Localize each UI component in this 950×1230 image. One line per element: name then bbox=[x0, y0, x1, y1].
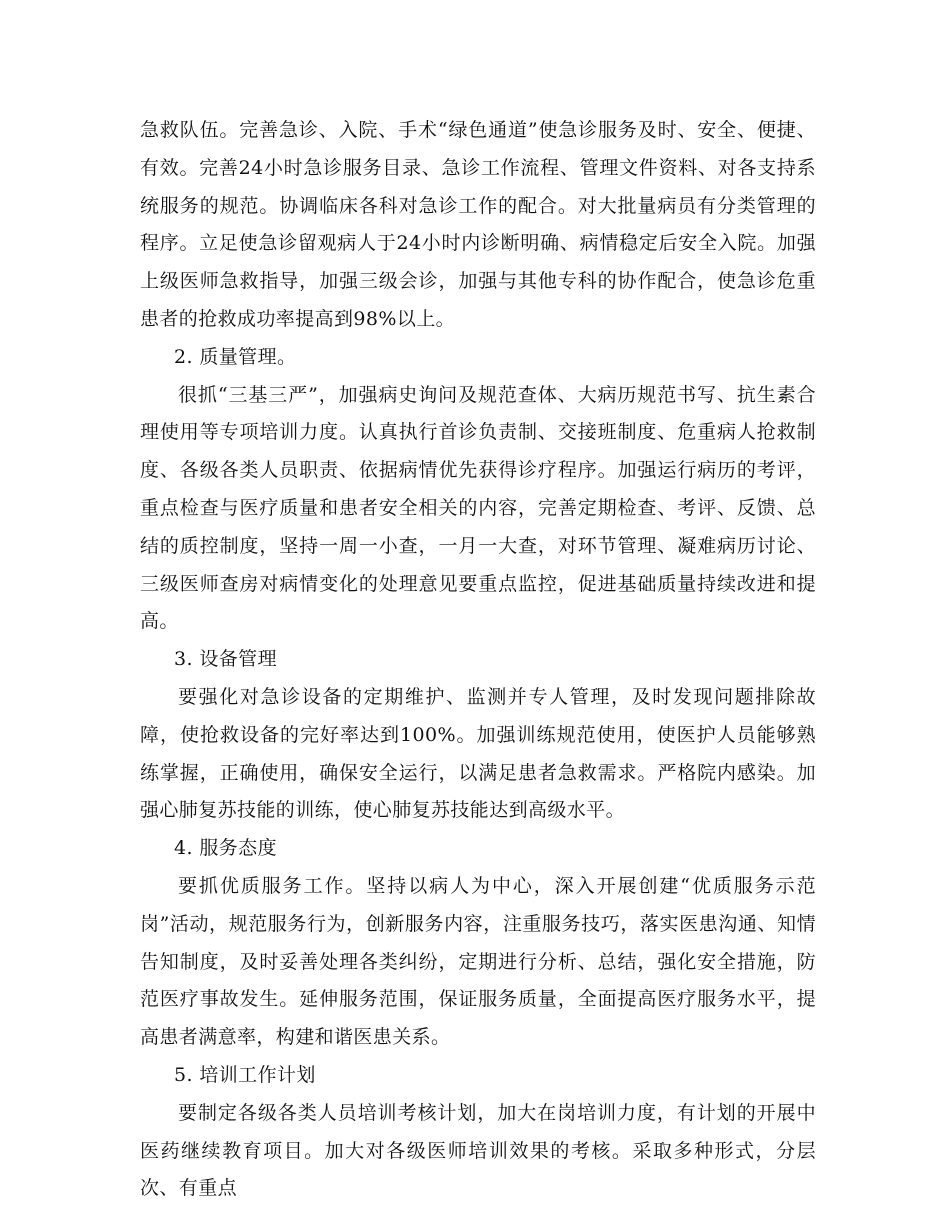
body-paragraph: 很抓“三基三严”，加强病史询问及规范查体、大病历规范书写、抗生素合理使用等专项培训力度。认真执行首诊负责制、交接班制度、危重病人抢救制度、各级各类人员职责、依据病情优先获得诊疗程序。加强运行病历的考评，重点检查与医疗质量和患者安全相关的内容，完善定期检查、考评、反馈、总结的质控制度，坚持一周一小查，一月一大查，对环节管理、凝难病历讨论、三级医师查房对病情变化的处理意见要重点监控，促进基础质量持续改进和提高。 bbox=[140, 383, 816, 633]
section-heading-quality: 2. 质量管理。 bbox=[174, 345, 297, 368]
body-paragraph: 急救队伍。完善急诊、入院、手术“绿色通道”使急诊服务及时、安全、便捷、有效。完善24小时急诊服务目录、急诊工作流程、管理文件资料、对各支持系统服务的规范。协调临床各科对急诊工作的配合。对大批量病员有分类管理的程序。立足使急诊留观病人于24小时内诊断明确、病情稳定后安全入院。加强上级医师急救指导，加强三级会诊，加强与其他专科的协作配合，使急诊危重患者的抢救成功率提高到98%以上。 bbox=[140, 119, 816, 330]
body-paragraph: 要抓优质服务工作。坚持以病人为中心，深入开展创建“优质服务示范岗”活动，规范服务行为，创新服务内容，注重服务技巧，落实医患沟通、知情告知制度，及时妥善处理各类纠纷，定期进行分析、总结，强化安全措施，防范医疗事故发生。延伸服务范围，保证服务质量，全面提高医疗服务水平，提高患者满意率，构建和谐医患关系。 bbox=[140, 874, 816, 1049]
body-paragraph: 要制定各级各类人员培训考核计划，加大在岗培训力度，有计划的开展中医药继续教育项目。加大对各级医师培训效果的考核。采取多种形式，分层次、有重点 bbox=[140, 1101, 816, 1200]
section-heading-training: 5. 培训工作计划 bbox=[174, 1063, 316, 1086]
section-heading-service: 4. 服务态度 bbox=[174, 837, 277, 860]
section-heading-equipment: 3. 设备管理 bbox=[174, 648, 277, 671]
body-paragraph: 要强化对急诊设备的定期维护、监测并专人管理，及时发现问题排除故障，使抢救设备的完好率达到100%。加强训练规范使用，使医护人员能够熟练掌握，正确使用，确保安全运行，以满足患者急救需求。严格院内感染。加强心肺复苏技能的训练，使心肺复苏技能达到高级水平。 bbox=[140, 685, 816, 822]
document-body bbox=[140, 112, 816, 1208]
